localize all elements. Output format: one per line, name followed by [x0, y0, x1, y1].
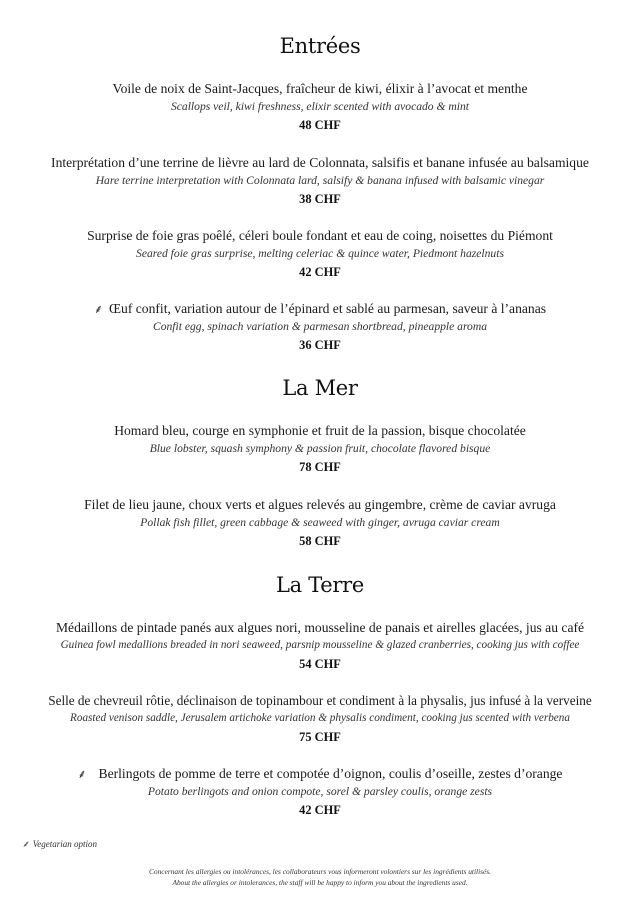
dish-price: 54 CHF: [299, 657, 341, 671]
dish-item: [0, 80, 640, 135]
dish-name-en: Pollak fish fillet, green cabbage & seaweed with ginger, avruga caviar cream: [140, 516, 500, 529]
dish-name-fr: Voile de noix de Saint-Jacques, fraîcheur de kiwi, élixir à l’avocat et menthe: [112, 81, 528, 96]
dish-price: 58 CHF: [299, 534, 341, 548]
dish-item: [0, 300, 640, 355]
dish-name-en: Potato berlingots and onion compote, sorel & parsley coulis, orange zests: [147, 785, 493, 798]
allergy-notice-fr: Concernant les allergies ou intolérances, les collaborateurs vous informeront volontiers sur les ingrédients utilisés.: [148, 867, 492, 876]
vegetarian-leaf-icon: ⸙: [22, 839, 29, 849]
dish-item: [0, 496, 640, 551]
dish-item: [0, 227, 640, 282]
section-title-terre: La Terre: [275, 573, 365, 597]
dish-name-fr: Interprétation d’une terrine de lièvre au lard de Colonnata, salsifis et banane infusée au balsamique: [51, 155, 589, 170]
legend-label: Vegetarian option: [32, 839, 98, 849]
vegetarian-leaf-icon: ⸙: [93, 302, 103, 316]
dish-name-en: Confit egg, spinach variation & parmesan shortbread, pineapple aroma: [152, 320, 488, 333]
dish-price: 75 CHF: [299, 730, 341, 744]
dish-name-fr: Filet de lieu jaune, choux verts et algues relevés au gingembre, crème de caviar avruga: [84, 497, 556, 512]
vegetarian-leaf-icon: ⸙: [77, 767, 87, 781]
dish-name-en: Seared foie gras surprise, melting celeriac & quince water, Piedmont hazelnuts: [136, 247, 504, 260]
dish-item: [0, 692, 640, 747]
section-title-entrees: Entrées: [279, 34, 361, 58]
dish-price: 36 CHF: [299, 338, 341, 352]
dish-price: 48 CHF: [299, 118, 341, 132]
dish-item: [0, 422, 640, 477]
allergy-notice: [0, 866, 640, 888]
dish-name-fr: Œuf confit, variation autour de l’épinard et sablé au parmesan, saveur à l’ananas: [108, 301, 547, 316]
dish-name-fr: Berlingots de pomme de terre et compotée d’oignon, coulis d’oseille, zestes d’orange: [98, 766, 563, 781]
dish-name-en: Blue lobster, squash symphony & passion fruit, chocolate flavored bisque: [149, 442, 491, 455]
dish-price: 42 CHF: [299, 803, 341, 817]
dish-price: 38 CHF: [299, 192, 341, 206]
dish-name-fr: Surprise de foie gras poêlé, céleri boule fondant et eau de coing, noisettes du Piémont: [87, 228, 553, 243]
dish-name-en: Hare terrine interpretation with Colonnata lard, salsify & banana infused with balsamic vinegar: [95, 174, 545, 187]
dish-name-en: Scallops veil, kiwi freshness, elixir scented with avocado & mint: [170, 100, 470, 113]
dish-price: 78 CHF: [299, 460, 341, 474]
dish-name-fr: Selle de chevreuil rôtie, déclinaison de topinambour et condiment à la physalis, jus infusé à la verveine: [48, 693, 592, 708]
dish-name-fr: Médaillons de pintade panés aux algues nori, mousseline de panais et airelles glacées, jus au café: [55, 620, 585, 635]
section-title-mer: La Mer: [282, 376, 358, 400]
dish-item: [0, 154, 640, 209]
dish-name-fr: Homard bleu, courge en symphonie et fruit de la passion, bisque chocolatée: [114, 423, 526, 438]
dish-item: [0, 765, 640, 820]
vegetarian-legend: [22, 837, 97, 850]
allergy-notice-en: About the allergies or intolerances, the staff will be happy to inform you about the ingredients used.: [172, 878, 468, 887]
dish-item: [0, 619, 640, 674]
dish-price: 42 CHF: [299, 265, 341, 279]
dish-name-en: Guinea fowl medallions breaded in nori seaweed, parsnip mousseline & glazed cranberries, cooking jus with coffee: [60, 639, 580, 651]
dish-name-en: Roasted venison saddle, Jerusalem artichoke variation & physalis condiment, cooking jus scented with verbena: [70, 712, 570, 724]
